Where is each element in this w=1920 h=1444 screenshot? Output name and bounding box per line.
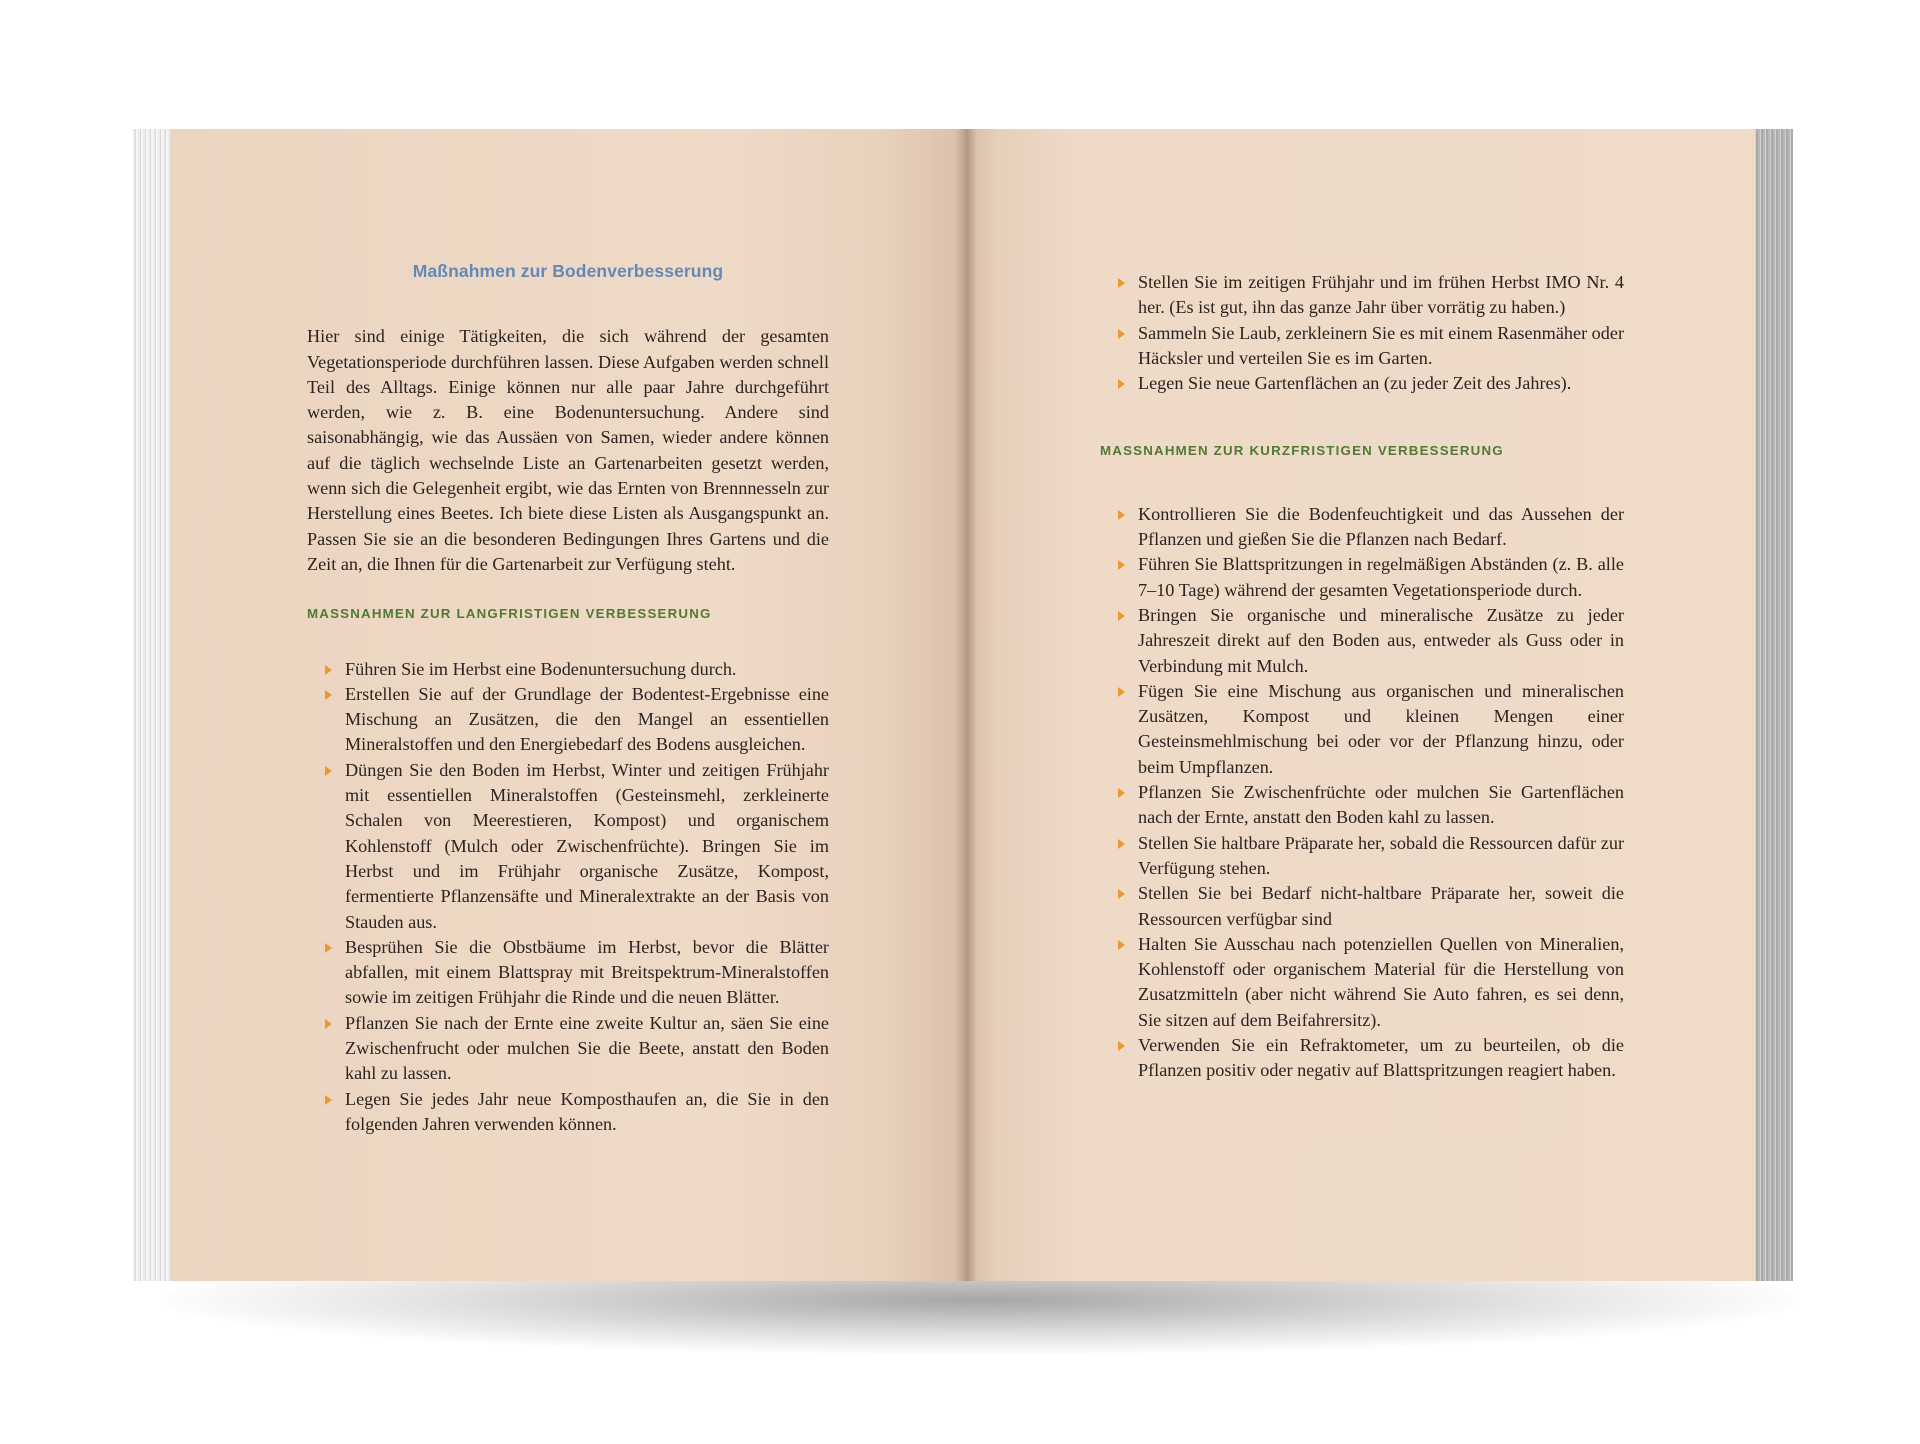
list-item-text: Bringen Sie organische und mineralische Zusätze zu jeder Jahreszeit direkt auf den Boden aus, entweder als Guss oder in Verbindung mit Mulch. bbox=[1138, 604, 1624, 676]
right-page bbox=[965, 129, 1755, 1281]
triangle-bullet-icon bbox=[325, 690, 332, 700]
intro-paragraph: Hier sind einige Tätigkeiten, die sich während der gesamten Vegetationsperiode durchführen lassen. Diese Aufgaben werden schnell Teil des Alltags. Einige können nur alle paar Jahre durchgeführt werden, wie z. B. eine Bodenuntersuchung. Andere sind saisonabhängig, wie das Aussäen von Samen, wieder andere können auf die täglich wechselnde Liste an Gartenarbeiten gesetzt werden, wenn sich die Gelegenheit ergibt, wie das Ernten von Brennnesseln zur Herstellung eines Beetes. Ich biete diese Listen als Ausgangspunkt an. Passen Sie sie an die besonderen Bedingungen Ihres Gartens und die Zeit an, die Ihnen für die Gartenarbeit zur Verfügung steht. bbox=[307, 326, 829, 574]
triangle-bullet-icon bbox=[1118, 329, 1125, 339]
list-item-text: Erstellen Sie auf der Grundlage der Bodentest-Ergebnisse eine Mischung an Zusätzen, die den Mangel an essentiellen Mineralstoffen und den Energiebedarf des Bodens ausgleichen. bbox=[345, 683, 829, 755]
page-title: Maßnahmen zur Bodenverbesserung bbox=[412, 261, 724, 281]
triangle-bullet-icon bbox=[1118, 1041, 1125, 1051]
list-item bbox=[1138, 831, 1624, 882]
list-item bbox=[345, 682, 829, 758]
list-item bbox=[1138, 679, 1624, 780]
section-heading-short-term: MASSNAHMEN ZUR KURZFRISTIGEN VERBESSERUNG bbox=[1100, 443, 1504, 459]
long-term-list-continued bbox=[1100, 270, 1624, 396]
section-heading-long-term: MASSNAHMEN ZUR LANGFRISTIGEN VERBESSERUNG bbox=[307, 606, 712, 622]
list-item bbox=[1138, 881, 1624, 932]
list-item-text: Kontrollieren Sie die Bodenfeuchtigkeit und das Aussehen der Pflanzen und gießen Sie die Pflanzen nach Bedarf. bbox=[1138, 503, 1624, 550]
triangle-bullet-icon bbox=[1118, 611, 1125, 621]
list-item bbox=[1138, 780, 1624, 831]
left-page bbox=[170, 129, 965, 1281]
list-item-text: Pflanzen Sie nach der Ernte eine zweite Kultur an, säen Sie eine Zwischenfrucht oder mulchen Sie die Beete, anstatt den Boden kahl zu lassen. bbox=[345, 1012, 829, 1084]
page-edges-right bbox=[1753, 129, 1793, 1281]
list-item-text: Besprühen Sie die Obstbäume im Herbst, bevor die Blätter abfallen, mit einem Blattspray mit Breitspektrum-Mineralstoffen sowie im zeitigen Frühjahr die Rinde und die neuen Blätter. bbox=[345, 936, 829, 1008]
list-item bbox=[345, 758, 829, 935]
list-item bbox=[1138, 603, 1624, 679]
list-item bbox=[1138, 321, 1624, 372]
list-item-text: Stellen Sie haltbare Präparate her, sobald die Ressourcen dafür zur Verfügung stehen. bbox=[1138, 832, 1624, 878]
right-page-content bbox=[1100, 270, 1624, 1084]
list-item bbox=[1138, 270, 1624, 321]
list-item-text: Sammeln Sie Laub, zerkleinern Sie es mit einem Rasenmäher oder Häcksler und verteilen Sie es im Garten. bbox=[1138, 322, 1624, 368]
long-term-list bbox=[307, 657, 829, 1138]
triangle-bullet-icon bbox=[1118, 687, 1125, 697]
triangle-bullet-icon bbox=[325, 1019, 332, 1029]
triangle-bullet-icon bbox=[1118, 560, 1125, 570]
book-gutter bbox=[955, 129, 977, 1281]
list-item bbox=[1138, 552, 1624, 603]
triangle-bullet-icon bbox=[1118, 788, 1125, 798]
list-item-text: Legen Sie neue Gartenflächen an (zu jeder Zeit des Jahres). bbox=[1138, 373, 1572, 394]
list-item-text: Fügen Sie eine Mischung aus organischen und mineralischen Zusätzen, Kompost und kleinen Mengen einer Gesteinsmehlmischung bei oder vor der Pflanzung hinzu, oder beim Umpflanzen. bbox=[1138, 680, 1624, 777]
list-item bbox=[345, 1087, 829, 1138]
triangle-bullet-icon bbox=[325, 1095, 332, 1105]
list-item bbox=[345, 935, 829, 1011]
triangle-bullet-icon bbox=[1118, 889, 1125, 899]
left-page-content bbox=[307, 259, 829, 1137]
list-item-text: Halten Sie Ausschau nach potenziellen Quellen von Mineralien, Kohlenstoff oder organischem Material für die Herstellung von Zusatzmitteln (aber nicht während Sie Auto fahren, es sei denn, Sie sitzen auf dem Beifahrersitz). bbox=[1138, 933, 1624, 1030]
triangle-bullet-icon bbox=[1118, 278, 1125, 288]
list-item bbox=[1138, 1033, 1624, 1084]
triangle-bullet-icon bbox=[1118, 379, 1125, 389]
list-item bbox=[1138, 932, 1624, 1033]
list-item-text: Düngen Sie den Boden im Herbst, Winter und zeitigen Frühjahr mit essentiellen Mineralstoffen (Gesteinsmehl, zerkleinerte Schalen von Meerestieren, Kompost) und organischem Kohlenstoff (Mulch oder Zwischenfrüchte). Bringen Sie im Herbst und im Frühjahr organische Zusätze, Kompost, fermentierte Pflanzensäfte und Mineralextrakte an der Basis von Stauden aus. bbox=[345, 759, 829, 932]
triangle-bullet-icon bbox=[325, 766, 332, 776]
triangle-bullet-icon bbox=[1118, 839, 1125, 849]
triangle-bullet-icon bbox=[325, 665, 332, 675]
triangle-bullet-icon bbox=[325, 943, 332, 953]
list-item-text: Führen Sie im Herbst eine Bodenuntersuchung durch. bbox=[345, 658, 737, 679]
list-item-text: Verwenden Sie ein Refraktometer, um zu beurteilen, ob die Pflanzen positiv oder negativ auf Blattspritzungen reagiert haben. bbox=[1138, 1035, 1624, 1081]
page-edges-left bbox=[133, 129, 173, 1281]
list-item-text: Führen Sie Blattspritzungen in regelmäßigen Abständen (z. B. alle 7–10 Tage) während der gesamten Vegetationsperiode durch. bbox=[1138, 554, 1624, 600]
list-item-text: Legen Sie jedes Jahr neue Komposthaufen an, die Sie in den folgenden Jahren verwenden können. bbox=[345, 1088, 829, 1134]
list-item-text: Pflanzen Sie Zwischenfrüchte oder mulchen Sie Gartenflächen nach der Ernte, anstatt den Boden kahl zu lassen. bbox=[1138, 782, 1624, 828]
list-item bbox=[1138, 371, 1624, 396]
list-item-text: Stellen Sie im zeitigen Frühjahr und im frühen Herbst IMO Nr. 4 her. (Es ist gut, ihn das ganze Jahr über vorrätig zu haben.) bbox=[1138, 272, 1624, 318]
list-item bbox=[345, 657, 829, 682]
list-item bbox=[345, 1011, 829, 1087]
short-term-list bbox=[1100, 502, 1624, 1084]
triangle-bullet-icon bbox=[1118, 510, 1125, 520]
list-item bbox=[1138, 502, 1624, 553]
triangle-bullet-icon bbox=[1118, 940, 1125, 950]
list-item-text: Stellen Sie bei Bedarf nicht-haltbare Präparate her, soweit die Ressourcen verfügbar sind bbox=[1138, 883, 1624, 929]
